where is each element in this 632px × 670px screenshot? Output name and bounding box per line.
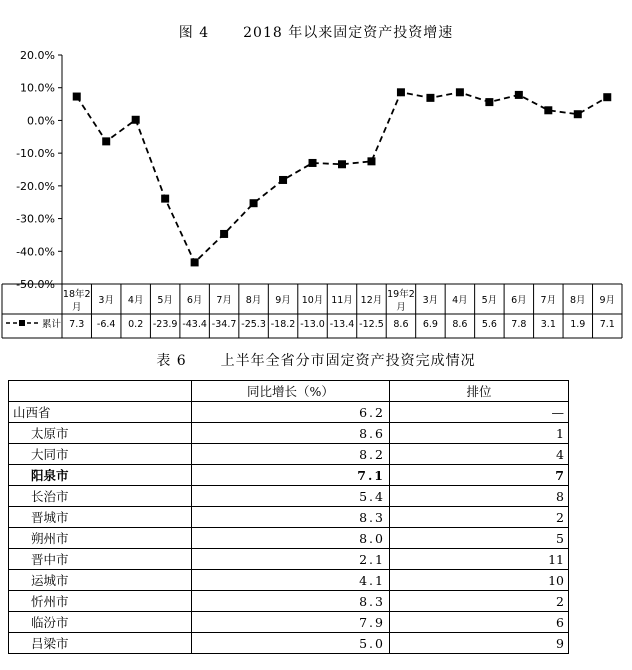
x-tick-label: 6月 xyxy=(511,295,527,306)
data-value-label: 7.1 xyxy=(599,319,615,330)
province-table xyxy=(8,380,569,654)
city-name: 忻州市 xyxy=(9,591,192,612)
rank-value: 2 xyxy=(390,591,569,612)
table-row xyxy=(9,612,569,633)
y-tick-label: -10.0% xyxy=(16,147,55,161)
table-row xyxy=(9,549,569,570)
figure-number: 图 4 xyxy=(178,25,210,41)
rank-value: 2 xyxy=(390,507,569,528)
data-point xyxy=(397,88,405,96)
line-chart xyxy=(0,40,632,340)
growth-value: 4.1 xyxy=(192,570,390,591)
city-name: 山西省 xyxy=(9,402,192,423)
header-city xyxy=(9,381,192,402)
data-point xyxy=(515,91,523,99)
x-tick-label-suffix: 月 xyxy=(71,302,82,313)
city-name: 长治市 xyxy=(9,486,192,507)
data-point xyxy=(338,160,346,168)
data-value-label: 8.6 xyxy=(452,319,468,330)
city-name: 吕梁市 xyxy=(9,633,192,654)
x-tick-label: 7月 xyxy=(540,295,557,306)
growth-value: 8.3 xyxy=(192,507,390,528)
x-tick-label: 5月 xyxy=(481,295,498,306)
data-value-label: -6.4 xyxy=(96,319,116,330)
rank-value: 4 xyxy=(390,444,569,465)
table-row xyxy=(9,465,569,486)
data-value-label: -13.4 xyxy=(329,319,355,330)
legend-marker xyxy=(19,320,25,326)
city-name: 阳泉市 xyxy=(9,465,192,486)
rank-value: 11 xyxy=(390,549,569,570)
table-row xyxy=(9,444,569,465)
figure-title xyxy=(0,22,632,42)
table-row xyxy=(9,633,569,654)
data-point xyxy=(574,110,582,118)
data-value-label: -23.9 xyxy=(152,319,178,330)
data-point xyxy=(544,106,552,114)
rank-value: 1 xyxy=(390,423,569,444)
growth-value: 5.4 xyxy=(192,486,390,507)
city-name: 朔州市 xyxy=(9,528,192,549)
growth-value: 7.9 xyxy=(192,612,390,633)
data-point xyxy=(220,230,228,238)
rank-value: — xyxy=(390,402,569,423)
x-tick-label: 3月 xyxy=(422,295,439,306)
data-value-label: 6.9 xyxy=(422,319,438,330)
y-tick-label: -30.0% xyxy=(16,212,55,226)
table-title xyxy=(0,350,632,370)
data-value-label: 3.1 xyxy=(540,319,556,330)
data-point xyxy=(426,94,434,102)
growth-value: 8.0 xyxy=(192,528,390,549)
table-row xyxy=(9,423,569,444)
table-row xyxy=(9,528,569,549)
data-point xyxy=(73,93,81,101)
growth-value: 5.0 xyxy=(192,633,390,654)
data-point xyxy=(603,93,611,101)
table-body xyxy=(9,402,569,654)
growth-value: 2.1 xyxy=(192,549,390,570)
city-name: 太原市 xyxy=(9,423,192,444)
x-tick-label: 4月 xyxy=(127,295,144,306)
header-growth: 同比增长（%） xyxy=(192,381,390,402)
figure-title-text: 2018 年以来固定资产投资增速 xyxy=(243,25,454,41)
x-tick-label: 11月 xyxy=(331,295,353,306)
data-value-label: -12.5 xyxy=(359,319,384,330)
x-tick-label: 10月 xyxy=(301,295,324,306)
city-name: 运城市 xyxy=(9,570,192,591)
growth-value: 8.6 xyxy=(192,423,390,444)
data-value-label: -43.4 xyxy=(182,319,207,330)
header-rank: 排位 xyxy=(390,381,569,402)
data-value-label: -18.2 xyxy=(270,319,296,330)
growth-value: 6.2 xyxy=(192,402,390,423)
city-name: 晋中市 xyxy=(9,549,192,570)
growth-value: 8.3 xyxy=(192,591,390,612)
x-tick-label: 7月 xyxy=(216,295,232,306)
table-number: 表 6 xyxy=(156,353,187,369)
x-tick-label: 6月 xyxy=(186,295,203,306)
table-row xyxy=(9,591,569,612)
y-tick-label: -20.0% xyxy=(16,179,55,193)
x-tick-label: 12月 xyxy=(360,295,383,306)
data-value-label: 0.2 xyxy=(128,319,144,330)
data-point xyxy=(250,199,258,207)
table-row xyxy=(9,486,569,507)
rank-value: 5 xyxy=(390,528,569,549)
data-point xyxy=(309,159,317,167)
data-value-label: 5.6 xyxy=(481,319,497,330)
rank-value: 8 xyxy=(390,486,569,507)
y-tick-label: -50.0% xyxy=(16,278,55,291)
data-point xyxy=(102,137,110,145)
x-tick-label: 9月 xyxy=(599,295,616,306)
city-name: 临汾市 xyxy=(9,612,192,633)
table-header-row xyxy=(9,381,569,402)
x-tick-label: 8月 xyxy=(245,295,262,306)
y-tick-label: -40.0% xyxy=(16,245,55,259)
growth-value: 8.2 xyxy=(192,444,390,465)
data-point xyxy=(191,258,199,266)
data-point xyxy=(485,98,493,106)
city-name: 晋城市 xyxy=(9,507,192,528)
data-value-label: 8.6 xyxy=(393,319,409,330)
table-row xyxy=(9,570,569,591)
data-point xyxy=(456,88,464,96)
table-row xyxy=(9,402,569,423)
city-name: 大同市 xyxy=(9,444,192,465)
x-tick-label: 5月 xyxy=(157,295,173,306)
y-tick-label: 0.0% xyxy=(27,114,55,128)
y-tick-label: 20.0% xyxy=(20,49,55,62)
legend-label: 累计 xyxy=(42,319,62,330)
x-tick-label: 3月 xyxy=(98,295,114,306)
data-point xyxy=(132,116,140,124)
rank-value: 7 xyxy=(390,465,569,486)
rank-value: 9 xyxy=(390,633,569,654)
table-title-text: 上半年全省分市固定资产投资完成情况 xyxy=(220,353,476,369)
data-value-label: 7.3 xyxy=(69,319,85,330)
data-value-label: -13.0 xyxy=(300,319,325,330)
x-tick-label: 4月 xyxy=(452,295,468,306)
data-value-label: -34.7 xyxy=(211,319,237,330)
x-tick-label: 18年2 xyxy=(62,289,91,300)
data-value-label: 7.8 xyxy=(511,319,527,330)
data-point xyxy=(367,157,375,165)
x-tick-label: 8月 xyxy=(570,295,586,306)
series-line xyxy=(77,92,608,262)
x-tick-label: 9月 xyxy=(275,295,291,306)
table-row xyxy=(9,507,569,528)
y-tick-label: 10.0% xyxy=(20,81,55,95)
rank-value: 10 xyxy=(390,570,569,591)
rank-value: 6 xyxy=(390,612,569,633)
x-tick-label-suffix: 月 xyxy=(396,302,406,313)
growth-value: 7.1 xyxy=(192,465,390,486)
data-point xyxy=(161,195,169,203)
data-value-label: 1.9 xyxy=(570,319,586,330)
data-point xyxy=(279,176,287,184)
data-value-label: -25.3 xyxy=(241,319,266,330)
x-tick-label: 19年2 xyxy=(387,289,415,300)
